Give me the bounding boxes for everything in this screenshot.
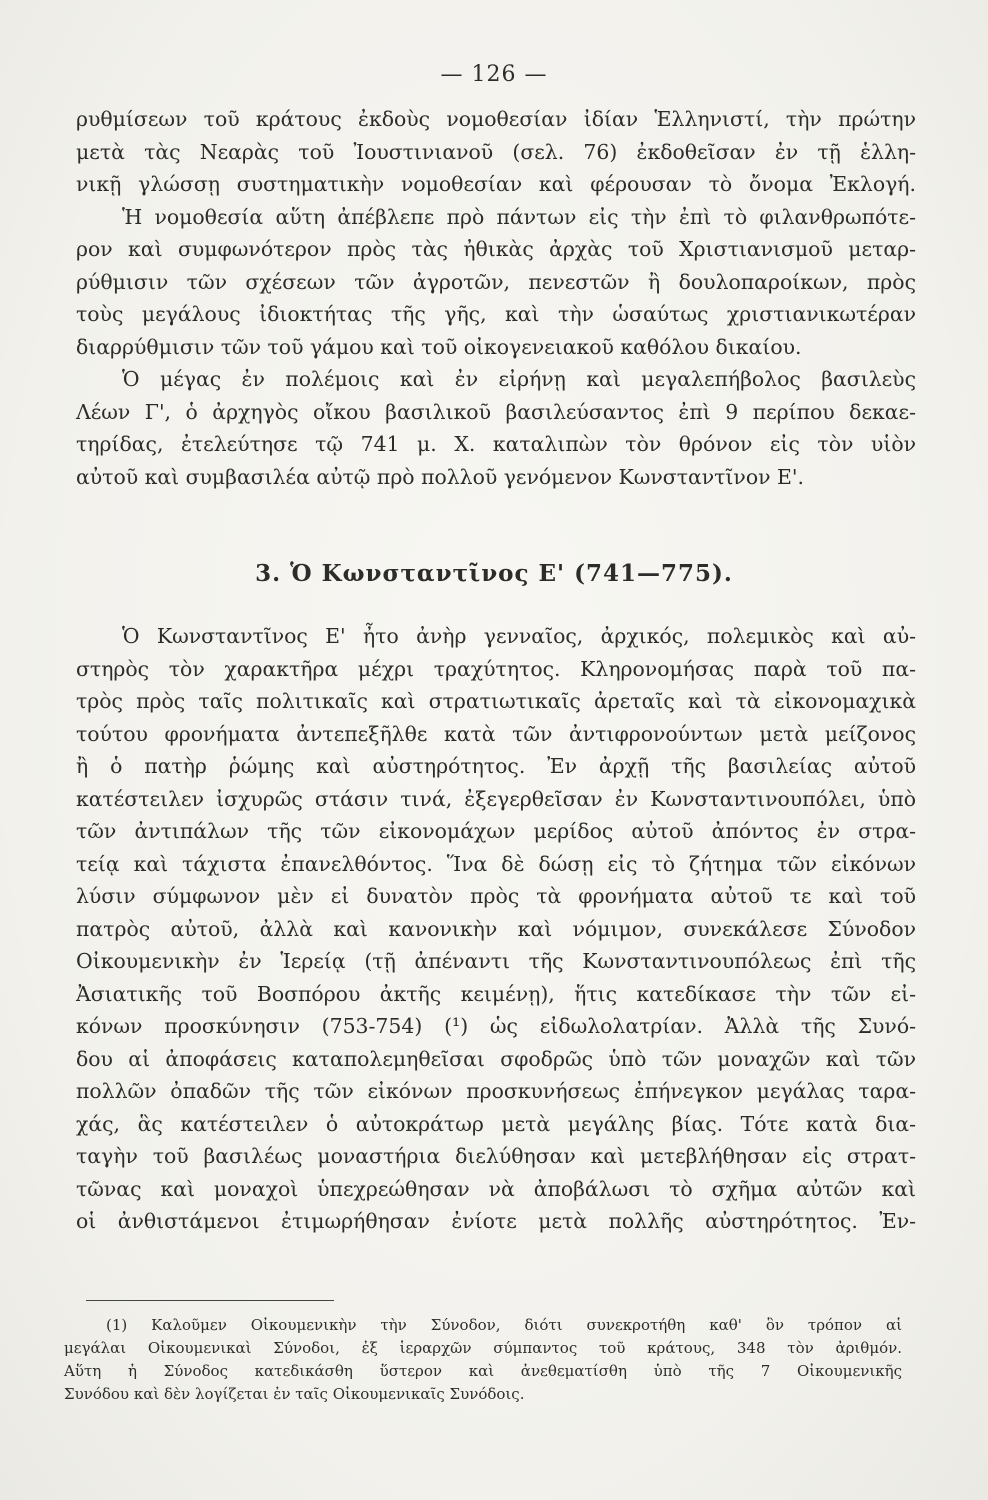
text-line: πατρὸς αὐτοῦ, ἀλλὰ καὶ κανονικὴν καὶ νόμιμον, συνεκάλεσε Σύνοδον <box>76 916 916 941</box>
text-line: Οἰκουμενικὴν ἐν Ἱερείᾳ (τῇ ἀπέναντι τῆς Κωνσταντινουπόλεως ἐπὶ τῆς <box>76 949 916 973</box>
text-line: Ἀσιατικῆς τοῦ Βοσπόρου ἀκτῆς κειμένῃ), ἥτις κατεδίκασε τὴν τῶν εἰ- <box>76 981 916 1006</box>
text-line: ρύθμισιν τῶν σχέσεων τῶν ἀγροτῶν, πενεστῶν ἢ δουλοπαροίκων, πρὸς <box>76 269 916 294</box>
text-line: Ἡ νομοθεσία αὕτη ἀπέβλεπε πρὸ πάντων εἰς τὴν ἐπὶ τὸ φιλανθρωπότε- <box>122 204 916 229</box>
text-line: τρὸς πρὸς ταῖς πολιτικαῖς καὶ στρατιωτικαῖς ἀρεταῖς καὶ τὰ εἰκονομαχικὰ <box>76 689 916 713</box>
footnote-divider <box>86 1300 334 1301</box>
text-line: τηρίδας, ἐτελεύτησε τῷ 741 μ. Χ. καταλιπὼν τὸν θρόνον εἰς τὸν υἱὸν <box>76 432 916 456</box>
footnote-block <box>64 1314 902 1406</box>
text-line: χάς, ἃς κατέστειλεν ὁ αὐτοκράτωρ μετὰ μεγάλης βίας. Τότε κατὰ δια- <box>76 1111 916 1136</box>
text-line: στηρὸς τὸν χαρακτῆρα μέχρι τραχύτητος. Κληρονομήσας παρὰ τοῦ πα- <box>76 656 916 681</box>
text-line: ταγὴν τοῦ βασιλέως μοναστήρια διελύθησαν καὶ μετεβλήθησαν εἰς στρατ- <box>76 1144 916 1168</box>
text-line: δου αἱ ἀποφάσεις καταπολεμηθεῖσαι σφοδρῶς ὑπὸ τῶν μοναχῶν καὶ τῶν <box>76 1046 916 1071</box>
footnote-line: μεγάλαι Οἰκουμενικαὶ Σύνοδοι, ἐξ ἱεραρχῶν σύμπαντος τοῦ κράτους, 348 τὸν ἀριθμόν. <box>64 1339 902 1357</box>
footnote-line: Συνόδου καὶ δὲν λογίζεται ἐν ταῖς Οἰκουμενικαῖς Συνόδοις. <box>64 1385 525 1403</box>
text-line: οἱ ἀνθιστάμενοι ἐτιμωρήθησαν ἐνίοτε μετὰ πολλῆς αὐστηρότητος. Ἐν- <box>76 1209 916 1233</box>
text-line: Λέων Γ', ὁ ἀρχηγὸς οἴκου βασιλικοῦ βασιλεύσαντος ἐπὶ 9 περίπου δεκαε- <box>76 399 916 424</box>
text-line: Ὁ Κωνσταντῖνος Ε' ἦτο ἀνὴρ γενναῖος, ἀρχικός, πολεμικὸς καὶ αὐ- <box>122 624 916 648</box>
section-heading: 3. Ὁ Κωνσταντῖνος Ε' (741—775). <box>255 560 733 587</box>
text-line: Ὁ μέγας ἐν πολέμοις καὶ ἐν εἰρήνῃ καὶ μεγαλεπήβολος βασιλεὺς <box>122 367 916 391</box>
text-line: τοὺς μεγάλους ἰδιοκτήτας τῆς γῆς, καὶ τὴν ὡσαύτως χριστιανικωτέραν <box>76 302 916 326</box>
text-line: διαρρύθμισιν τῶν τοῦ γάμου καὶ τοῦ οἰκογενειακοῦ καθόλου δικαίου. <box>76 334 802 359</box>
page-number: — 126 — <box>440 62 548 87</box>
text-line: ἢ ὁ πατὴρ ῥώμης καὶ αὐστηρότητος. Ἐν ἀρχῇ τῆς βασιλείας αὐτοῦ <box>76 754 916 778</box>
text-line: τούτου φρονήματα ἀντεπεξῆλθε κατὰ τῶν ἀντιφρονούντων μετὰ μείζονος <box>76 721 916 746</box>
paragraph-constantine-v <box>76 620 916 1238</box>
text-line: ρον καὶ συμφωνότερον πρὸς τὰς ἠθικὰς ἀρχὰς τοῦ Χριστιανισμοῦ μεταρ- <box>76 237 916 261</box>
text-line: αὐτοῦ καὶ συμβασιλέα αὐτῷ πρὸ πολλοῦ γενόμενον Κωνσταντῖνον Ε'. <box>76 464 804 489</box>
footnote-line: Αὕτη ἡ Σύνοδος κατεδικάσθη ὕστερον καὶ ἀνεθεματίσθη ὑπὸ τῆς 7 Οἰκουμενικῆς <box>64 1362 902 1380</box>
text-line: πολλῶν ὀπαδῶν τῆς τῶν εἰκόνων προσκυνήσεως ἐπήνεγκον μεγάλας ταρα- <box>76 1079 916 1103</box>
text-line: τῶνας καὶ μοναχοὶ ὑπεχρεώθησαν νὰ ἀποβάλωσι τὸ σχῆμα αὐτῶν καὶ <box>76 1176 916 1201</box>
text-line: τῶν ἀντιπάλων τῆς τῶν εἰκονομάχων μερίδος αὐτοῦ ἀπόντος ἐν στρα- <box>76 819 916 843</box>
text-line: κατέστειλεν ἰσχυρῶς στάσιν τινά, ἐξεγερθεῖσαν ἐν Κωνσταντινουπόλει, ὑπὸ <box>76 786 916 811</box>
text-line: μετὰ τὰς Νεαρὰς τοῦ Ἰουστινιανοῦ (σελ. 76) ἐκδοθεῖσαν ἐν τῇ ἑλλη- <box>76 139 916 164</box>
text-line: λύσιν σύμφωνον μὲν εἰ δυνατὸν πρὸς τὰ φρονήματα αὐτοῦ τε καὶ τοῦ <box>76 884 916 908</box>
text-line: νικῇ γλώσσῃ συστηματικὴν νομοθεσίαν καὶ φέρουσαν τὸ ὄνομα Ἐκλογή. <box>76 172 916 196</box>
text-line: τείᾳ καὶ τάχιστα ἐπανελθόντος. Ἵνα δὲ δώσῃ εἰς τὸ ζήτημα τῶν εἰκόνων <box>76 851 916 876</box>
paragraph-leo-iii <box>76 103 916 493</box>
footnote-line: (1) Καλοῦμεν Οἰκουμενικὴν τὴν Σύνοδον, διότι συνεκροτήθη καθ' ὃν τρόπον αἱ <box>106 1316 902 1334</box>
text-line: κόνων προσκύνησιν (753-754) (¹) ὡς εἰδωλολατρίαν. Ἀλλὰ τῆς Συνό- <box>76 1014 916 1038</box>
text-line: ρυθμίσεων τοῦ κράτους ἐκδοὺς νομοθεσίαν ἰδίαν Ἑλληνιστί, τὴν πρώτην <box>76 107 916 131</box>
